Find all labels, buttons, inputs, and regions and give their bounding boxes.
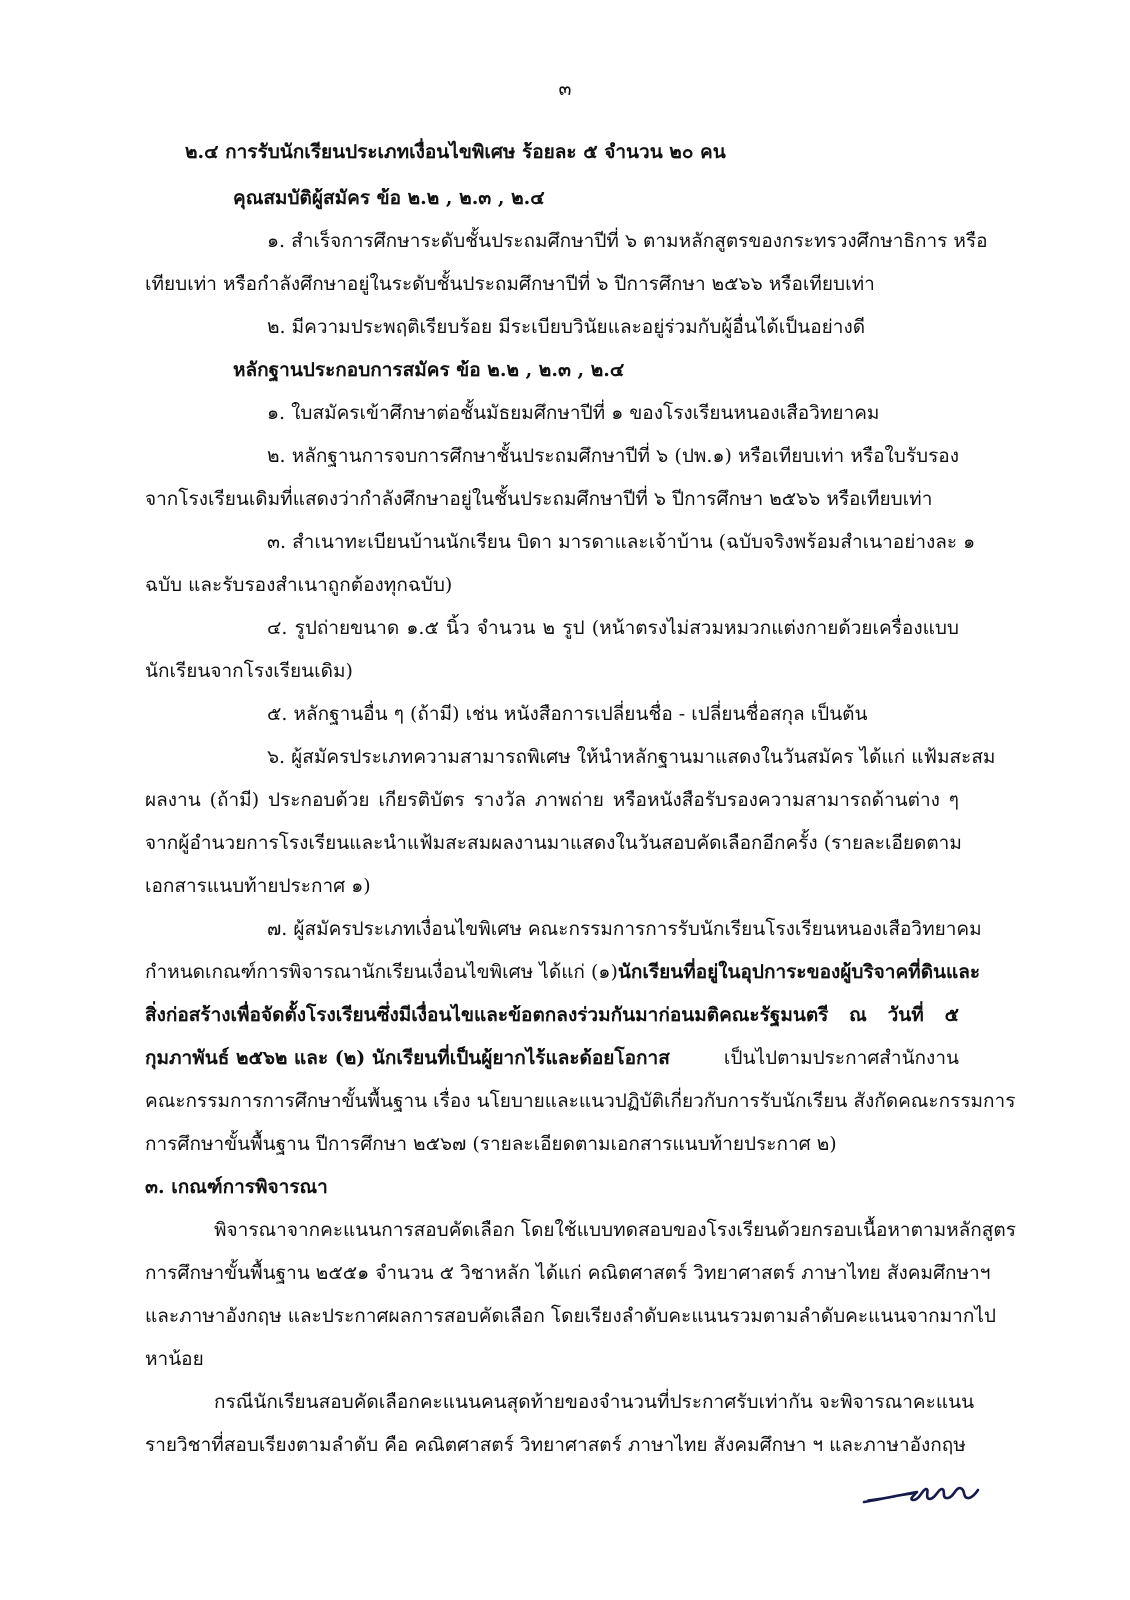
evidence-7-line-4-emphasis: กุมภาพันธ์ ๒๕๖๒ และ (๒) นักเรียนที่เป็นผู้ยากไร้และด้อยโอกาส (145, 1047, 670, 1069)
page-number: ๓ (558, 78, 572, 100)
evidence-3-line-2: ฉบับ และรับรองสำเนาถูกต้องทุกฉบับ) (145, 574, 453, 596)
evidence-1: ๑. ใบสมัครเข้าศึกษาต่อชั้นมัธยมศึกษาปีที่ ๑ ของโรงเรียนหนองเสือวิทยาคม (267, 402, 880, 424)
evidence-7-line-2-text: กำหนดเกณฑ์การพิจารณานักเรียนเงื่อนไขพิเศษ ได้แก่ (๑) (145, 961, 618, 983)
evidence-6-line-3: จากผู้อำนวยการโรงเรียนและนำแฟ้มสะสมผลงานมาแสดงในวันสอบคัดเลือกอีกครั้ง (รายละเอียดตาม (145, 832, 962, 854)
evidence-7-line-3: สิ่งก่อสร้างเพื่อจัดตั้งโรงเรียนซึ่งมีเงื่อนไขและข้อตกลงร่วมกันมาก่อนมติคณะรัฐมนตรี ณ วันที่ ๕ (145, 1004, 959, 1026)
evidence-7-line-4-text: เป็นไปตามประกาศสำนักงาน (723, 1047, 959, 1069)
evidence-6-line-2: ผลงาน (ถ้ามี) ประกอบด้วย เกียรติบัตร รางวัล ภาพถ่าย หรือหนังสือรับรองความสามารถด้านต่าง ๆ (145, 789, 959, 811)
evidence-4-line-1: ๔. รูปถ่ายขนาด ๑.๕ นิ้ว จำนวน ๒ รูป (หน้าตรงไม่สวมหมวกแต่งกายด้วยเครื่องแบบ (267, 617, 959, 639)
criteria-paragraph-2-line-1: กรณีนักเรียนสอบคัดเลือกคะแนนคนสุดท้ายของจำนวนที่ประกาศรับเท่ากัน จะพิจารณาคะแนน (214, 1391, 975, 1413)
criteria-paragraph-1-line-4: หาน้อย (145, 1348, 204, 1370)
criteria-paragraph-1-line-3: และภาษาอังกฤษ และประกาศผลการสอบคัดเลือก โดยเรียงลำดับคะแนนรวมตามลำดับคะแนนจากมากไป (145, 1305, 996, 1327)
evidence-heading: หลักฐานประกอบการสมัคร ข้อ ๒.๒ , ๒.๓ , ๒.๔ (233, 359, 625, 381)
criteria-paragraph-1-line-2: การศึกษาขั้นพื้นฐาน ๒๕๕๑ จำนวน ๕ วิชาหลัก ได้แก่ คณิตศาสตร์ วิทยาศาสตร์ ภาษาไทย สังคมศึกษาฯ (145, 1262, 991, 1284)
qualifications-heading: คุณสมบัติผู้สมัคร ข้อ ๒.๒ , ๒.๓ , ๒.๔ (233, 187, 545, 209)
evidence-7-line-4 (145, 1046, 959, 1070)
evidence-4-line-2: นักเรียนจากโรงเรียนเดิม) (145, 660, 353, 682)
evidence-7-line-6: การศึกษาขั้นพื้นฐาน ปีการศึกษา ๒๕๖๗ (รายละเอียดตามเอกสารแนบท้ายประกาศ ๒) (145, 1133, 837, 1155)
evidence-7-line-1: ๗. ผู้สมัครประเภทเงื่อนไขพิเศษ คณะกรรมการการรับนักเรียนโรงเรียนหนองเสือวิทยาคม (267, 918, 982, 940)
evidence-2-line-2: จากโรงเรียนเดิมที่แสดงว่ากำลังศึกษาอยู่ในชั้นประถมศึกษาปีที่ ๖ ปีการศึกษา ๒๕๖๖ หรือเทียบเท่า (145, 488, 933, 510)
qualification-2: ๒. มีความประพฤติเรียบร้อย มีระเบียบวินัยและอยู่ร่วมกับผู้อื่นได้เป็นอย่างดี (267, 316, 866, 338)
criteria-paragraph-2-line-2: รายวิชาที่สอบเรียงตามลำดับ คือ คณิตศาสตร์ วิทยาศาสตร์ ภาษาไทย สังคมศึกษา ฯ และภาษาอังกฤษ (145, 1434, 966, 1456)
section-heading-3: ๓. เกณฑ์การพิจารณา (145, 1176, 328, 1198)
evidence-6-line-1: ๖. ผู้สมัครประเภทความสามารถพิเศษ ให้นำหลักฐานมาแสดงในวันสมัคร ได้แก่ แฟ้มสะสม (267, 746, 996, 768)
evidence-5: ๕. หลักฐานอื่น ๆ (ถ้ามี) เช่น หนังสือการเปลี่ยนชื่อ - เปลี่ยนชื่อสกุล เป็นต้น (267, 703, 868, 725)
evidence-6-line-4: เอกสารแนบท้ายประกาศ ๑) (145, 875, 371, 897)
evidence-7-line-2-emphasis: นักเรียนที่อยู่ในอุปการะของผู้บริจาคที่ดินและ (617, 961, 981, 983)
criteria-paragraph-1-line-1: พิจารณาจากคะแนนการสอบคัดเลือก โดยใช้แบบทดสอบของโรงเรียนด้วยกรอบเนื้อหาตามหลักสูตร (214, 1219, 1016, 1241)
qualification-1-line-1: ๑. สำเร็จการศึกษาระดับชั้นประถมศึกษาปีที่ ๖ ตามหลักสูตรของกระทรวงศึกษาธิการ หรือ (267, 230, 988, 252)
evidence-3-line-1: ๓. สำเนาทะเบียนบ้านนักเรียน บิดา มารดาและเจ้าบ้าน (ฉบับจริงพร้อมสำเนาอย่างละ ๑ (267, 531, 976, 553)
qualification-1-line-2: เทียบเท่า หรือกำลังศึกษาอยู่ในระดับชั้นประถมศึกษาปีที่ ๖ ปีการศึกษา ๒๕๖๖ หรือเทียบเท่า (145, 273, 875, 295)
evidence-7-line-5: คณะกรรมการการศึกษาขั้นพื้นฐาน เรื่อง นโยบายและแนวปฏิบัติเกี่ยวกับการรับนักเรียน สังกัดคณะกรรมการ (145, 1090, 1016, 1112)
section-heading-2-4: ๒.๔ การรับนักเรียนประเภทเงื่อนไขพิเศษ ร้อยละ ๕ จำนวน ๒๐ คน (185, 141, 726, 163)
evidence-2-line-1: ๒. หลักฐานการจบการศึกษาชั้นประถมศึกษาปีที่ ๖ (ปพ.๑) หรือเทียบเท่า หรือใบรับรอง (267, 445, 959, 467)
evidence-7-line-2 (145, 960, 981, 984)
handwritten-signature (862, 1475, 980, 1511)
